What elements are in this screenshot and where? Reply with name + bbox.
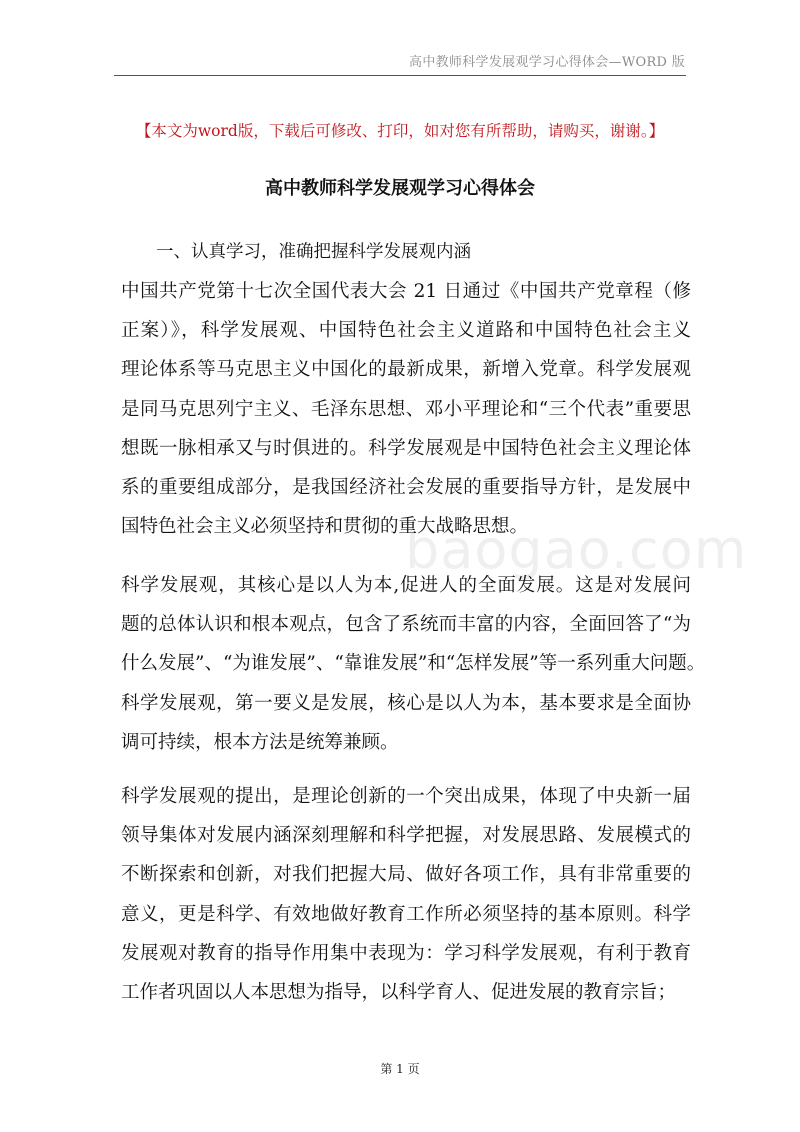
watermark-logo: baogao.com <box>405 518 748 581</box>
paragraph-line: 意义，更是科学、有效地做好教育工作所必须坚持的基本原则。科学 <box>121 903 691 925</box>
running-header-title: 高中教师科学发展观学习心得体会—WORD 版 <box>409 55 685 70</box>
paragraph-line: 调可持续，根本方法是统筹兼顾。 <box>121 731 399 753</box>
paragraph-line: 科学发展观，其核心是以人为本,促进人的全面发展。这是对发展问 <box>121 575 691 596</box>
paragraph-line: 科学发展观的提出，是理论创新的一个突出成果，体现了中央新一届 <box>121 786 691 807</box>
paragraph-2 <box>121 566 706 762</box>
paragraph-line: 是同马克思列宁主义、毛泽东思想、邓小平理论和“三个代表”重要思 <box>121 398 691 420</box>
paragraph-line: 理论体系等马克思主义中国化的最新成果，新增入党章。科学发展观 <box>121 359 691 381</box>
paragraph-line: 不断探索和创新，对我们把握大局、做好各项工作，具有非常重要的 <box>121 864 691 886</box>
paragraph-line: 系的重要组成部分，是我国经济社会发展的重要指导方针，是发展中 <box>121 476 691 498</box>
document-title: 高中教师科学发展观学习心得体会 <box>265 178 535 199</box>
paragraph-3 <box>121 777 691 1012</box>
download-notice: 【本文为word版，下载后可修改、打印，如对您有所帮助，请购买，谢谢。】 <box>135 122 665 140</box>
paragraph-line: 题的总体认识和根本观点，包含了系统而丰富的内容，全面回答了“为 <box>121 614 691 636</box>
paragraph-line: 科学发展观，第一要义是发展，核心是以人为本，基本要求是全面协 <box>121 692 691 714</box>
paragraph-line: 正案）》，科学发展观、中国特色社会主义道路和中国特色社会主义 <box>121 320 691 342</box>
paragraph-line: 中国共产党第十七次全国代表大会 21 日通过《中国共产党章程（修 <box>121 281 691 302</box>
page-number: 第 1 页 <box>380 1062 420 1076</box>
paragraph-line: 什么发展”、“为谁发展”、“靠谁发展”和“怎样发展”等一系列重大问题。 <box>121 653 706 675</box>
paragraph-line: 工作者巩固以人本思想为指导，以科学育人、促进发展的教育宗旨； <box>121 981 677 1003</box>
paragraph-1 <box>121 272 691 546</box>
paragraph-line: 想既一脉相承又与时俱进的。科学发展观是中国特色社会主义理论体 <box>121 437 691 459</box>
section-heading: 一、认真学习，准确把握科学发展观内涵 <box>156 242 471 262</box>
paragraph-line: 国特色社会主义必须坚持和贯彻的重大战略思想。 <box>121 516 529 538</box>
header-divider <box>114 75 686 76</box>
paragraph-line: 发展观对教育的指导作用集中表现为：学习科学发展观，有利于教育 <box>121 942 691 964</box>
paragraph-line: 领导集体对发展内涵深刻理解和科学把握，对发展思路、发展模式的 <box>121 825 691 847</box>
